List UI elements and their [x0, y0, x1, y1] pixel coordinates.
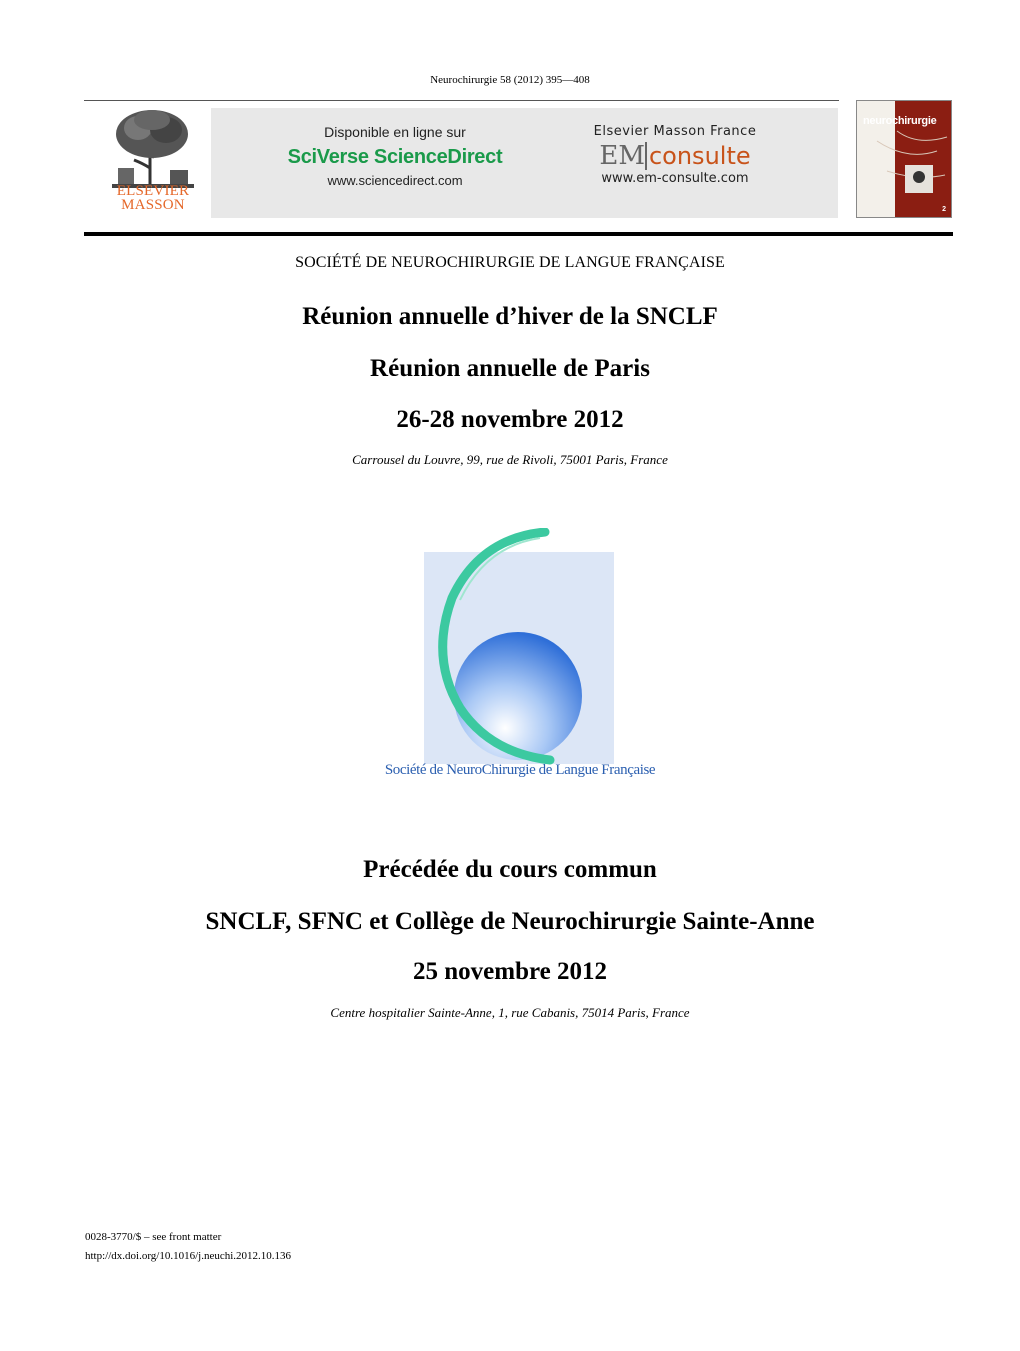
em-letters: EM	[599, 141, 645, 171]
meeting-dates: 26-28 novembre 2012	[396, 406, 624, 433]
society-logo	[390, 528, 640, 793]
sciencedirect-block	[260, 124, 530, 188]
header-thick-rule	[84, 232, 953, 236]
emconsulte-block	[575, 124, 775, 186]
issn-line: 0028-3770/$ – see front matter	[85, 1231, 222, 1243]
emconsulte-logo	[575, 141, 775, 171]
course-location: Centre hospitalier Sainte-Anne, 1, rue Cabanis, 75014 Paris, France	[330, 1005, 690, 1020]
header-rule	[84, 100, 839, 101]
section-heading: SOCIÉTÉ DE NEUROCHIRURGIE DE LANGUE FRANÇAISE	[295, 254, 725, 271]
meeting-title-2: Réunion annuelle de Paris	[370, 355, 650, 382]
sciencedirect-url[interactable]: www.sciencedirect.com	[327, 173, 463, 188]
course-title-1: Précédée du cours commun	[363, 856, 657, 883]
course-title-2: SNCLF, SFNC et Collège de Neurochirurgie Sainte-Anne	[205, 908, 815, 935]
meeting-location: Carrousel du Louvre, 99, rue de Rivoli, 75001 Paris, France	[352, 452, 668, 467]
course-date: 25 novembre 2012	[413, 958, 607, 985]
consulte-word: consulte	[645, 142, 751, 170]
journal-cover-thumbnail	[856, 100, 952, 218]
masson-word: MASSON	[121, 197, 185, 213]
cover-issue: 2	[942, 206, 946, 213]
sciverse-logo: SciVerse ScienceDirect	[287, 146, 503, 168]
cover-title: neurochirurgie	[863, 115, 937, 127]
elsevier-masson-wordmark	[110, 184, 196, 212]
emconsulte-url[interactable]: www.em-consulte.com	[601, 171, 749, 186]
publisher-label: Elsevier Masson France	[593, 124, 757, 139]
meeting-title-1: Réunion annuelle d’hiver de la SNCLF	[302, 303, 718, 330]
doi-link[interactable]: http://dx.doi.org/10.1016/j.neuchi.2012.10.136	[85, 1250, 292, 1262]
society-logo-caption: Société de NeuroChirurgie de Langue Française	[384, 762, 656, 778]
running-head: Neurochirurgie 58 (2012) 395—408	[430, 74, 590, 86]
available-online-label: Disponible en ligne sur	[324, 124, 466, 140]
elsevier-word: ELSEVIER	[116, 183, 190, 199]
